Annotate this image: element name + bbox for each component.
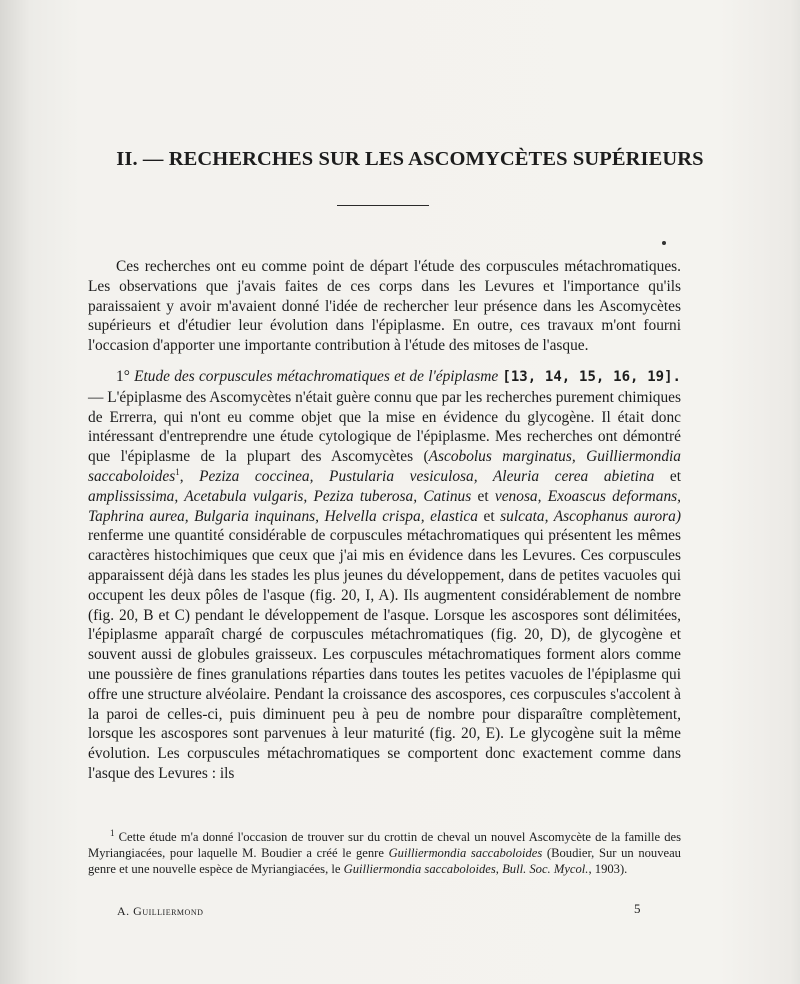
section-heading: Etude des corpuscules métachromatiques et de l'épiplasme [134,367,499,385]
species-list: Peziza coccinea, Pustularia vesiculosa, Aleuria cerea abietina [199,467,655,485]
species-list: Ascobolus marginatus, Guilliermondia saccaboloides [88,448,681,485]
section-references: [13, 14, 15, 16, 19]. [502,368,681,385]
page-number: 5 [634,901,641,916]
footnote-italic: Bull. Soc. Mycol. [502,861,589,876]
species-list: amplississima, Acetabula vulgaris, Peziza tuberosa, Catinus [88,487,472,505]
text-run: et [654,467,681,485]
section-paragraph [88,367,681,784]
footer-author: A. Guilliermond [117,904,204,918]
section-number: 1° [116,367,130,385]
footnote-text: (Boudier, Sur un nouveau genre et une nouvelle espèce de Myriangiacées, le [88,845,681,876]
footnote-text: Cette étude m'a donné l'occasion de trouver sur du crottin de cheval un nouvel Ascomycète de la famille des Myriangiacées, pour laquelle M. Boudier a créé le genre [88,830,681,860]
section-title: II. — RECHERCHES SUR LES ASCOMYCÈTES SUPÉRIEURS [116,148,704,170]
text-run: et [471,487,495,505]
title-divider [337,205,429,206]
body-text [88,257,681,784]
text-run: — L'épiplasme des Ascomycètes n'était guère connu que par les recherches purement chimiques de Errerra, qui n'ont eu comme objet que la mise en évidence du glycogène. Il était donc intéressant d'entreprendre une étude cytologique de l'épiplasme. Mes recherches ont démontré que l'épiplasme de la plupart des Ascomycètes ( [88,388,681,466]
text-run: et [477,507,501,525]
footnote-marker: 1 [175,466,180,477]
text-run: renferme une quantité considérable de corpuscules métachromatiques qui présentent les mêmes caractères histochimiques que ceux que j'ai mis en évidence dans les Levures. Ces corpuscules apparaissent déjà dans les stades les plus jeunes du développement, dans de petites vacuoles qui occupent les deux pôles de l'asque (fig. 20, I, A). Ils augmentent considérablement de nombre (fig. 20, B et C) pendant le développement de l'asque. Lorsque les ascospores sont délimitées, l'épiplasme apparaît chargé de corpuscules métachromatiques (fig. 20, D), de glycogène et souvent aussi de globules graisseux. Les corpuscules métachromatiques forment alors comme une poussière de fines granulations réparties dans toutes les petites vacuoles de l'épiplasme qui offre une structure alvéolaire. Pendant la croissance des ascospores, ces corpuscules s'accolent à la paroi de celles-ci, puis diminuent peu à peu de nombre pour disparaître complètement, lorsque les ascospores sont parvenues à leur maturité (fig. 20, E). Le glycogène suit la même évolution. Les corpuscules métachromatiques se comportent donc exactement comme dans l'asque des Levures : ils [88,527,681,782]
footnote-number: 1 [110,827,115,838]
ink-speck [662,241,666,245]
species-list: sulcata, Ascophanus aurora) [500,507,681,525]
footnote [88,827,681,877]
species-list: venosa, Exoascus deformans, Taphrina aurea, Bulgaria inquinans, Helvella crispa, elastica [88,487,681,525]
intro-paragraph: Ces recherches ont eu comme point de départ l'étude des corpuscules métachromatiques. Les observations que j'avais faites de ces corps dans les Levures et l'importance qu'ils paraissaient y avoir m'avaient donné l'idée de rechercher leur présence dans les Ascomycètes supérieurs et d'étudier leur évolution dans l'épiplasme. En outre, ces travaux m'ont fourni l'occasion d'apporter une importante contribution à l'étude des mitoses de l'asque. [88,258,681,355]
footnote-text: , 1903). [588,861,628,876]
footnote-italic: Guilliermondia saccaboloides [343,861,496,876]
footnote-text: , [495,861,503,876]
text-run: , [179,467,200,485]
footnote-italic: Guilliermondia saccaboloides [388,845,543,860]
